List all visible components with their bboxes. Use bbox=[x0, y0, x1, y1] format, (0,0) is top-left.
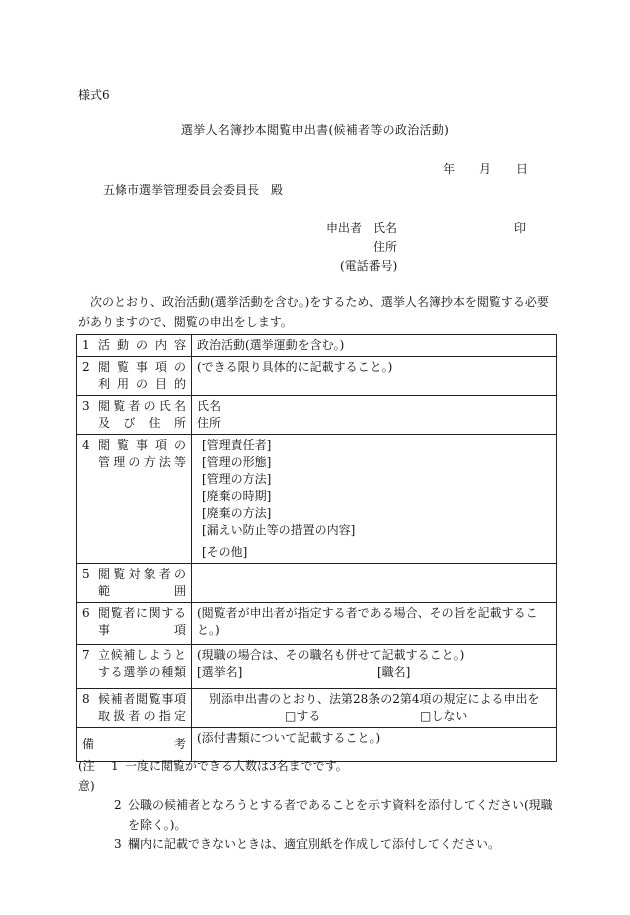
election-type-field[interactable] bbox=[192, 645, 557, 689]
row-label: 7 立候補しようと する選挙の種類 bbox=[77, 645, 192, 689]
addressee: 五條市選挙管理委員会委員長 殿 bbox=[103, 183, 284, 197]
applicant-phone-label: (電話番号) bbox=[340, 259, 398, 273]
handler-designation-field bbox=[192, 689, 557, 728]
seal-mark: 印 bbox=[514, 221, 527, 235]
table-row bbox=[77, 335, 557, 357]
handler-statement: 別添申出書のとおり、法第28条の2第4項の規定による申出を bbox=[209, 692, 540, 706]
table-row bbox=[77, 396, 557, 435]
row-label: 備 考 bbox=[77, 728, 192, 762]
notes-section bbox=[78, 757, 560, 855]
remarks-field[interactable]: (添付書類について記載すること。) bbox=[192, 728, 557, 762]
list-item: (注意) 1 一度に閲覧ができる人数は3名までです。 bbox=[78, 757, 560, 796]
table-row bbox=[77, 435, 557, 564]
checkbox-do[interactable]: □する bbox=[285, 709, 321, 723]
row-label: 1 活 動 の 内 容 bbox=[77, 335, 192, 357]
checkbox-do-not[interactable]: □しない bbox=[420, 709, 468, 723]
viewer-address-label: 住所 bbox=[197, 416, 222, 430]
election-note: (現職の場合は、その職名も併せて記載すること。) bbox=[197, 648, 465, 662]
form-number: 様式6 bbox=[78, 88, 110, 102]
table-row bbox=[77, 564, 557, 603]
table-row bbox=[77, 603, 557, 645]
table-row bbox=[77, 645, 557, 689]
application-table bbox=[76, 334, 557, 762]
list-item: [管理責任者] bbox=[202, 438, 272, 452]
row-label: 5 閲覧対象者の 範 囲 bbox=[77, 564, 192, 603]
row-label: 4 閲 覧 事 項 の 管理の方法等 bbox=[77, 435, 192, 564]
list-item: [廃棄の時期] bbox=[202, 489, 272, 503]
table-row bbox=[77, 357, 557, 396]
list-item: [その他] bbox=[202, 545, 248, 559]
position-label: [職名] bbox=[377, 665, 411, 679]
row-label: 8 候補者閲覧事項 取扱者の指定 bbox=[77, 689, 192, 728]
list-item: [管理の方法] bbox=[202, 472, 272, 486]
applicant-name-label: 氏名 bbox=[373, 221, 398, 235]
intro-paragraph: 次のとおり、政治活動(選挙活動を含む。)をするため、選挙人名簿抄本を閲覧する必要がありますので、閲覧の申出をします。 bbox=[78, 295, 549, 329]
row-label: 2 閲 覧 事 項 の 利 用 の 目 的 bbox=[77, 357, 192, 396]
row-label: 3 閲覧者の氏名 及 び 住 所 bbox=[77, 396, 192, 435]
table-row bbox=[77, 689, 557, 728]
viewer-matters-field[interactable]: (閲覧者が申出者が指定する者である場合、その旨を記載すること。) bbox=[192, 603, 557, 645]
management-method-field[interactable] bbox=[192, 435, 557, 564]
purpose-field[interactable]: (できる限り具体的に記載すること。) bbox=[192, 357, 557, 396]
document-title: 選挙人名簿抄本閲覧申出書(候補者等の政治活動) bbox=[180, 123, 450, 137]
activity-content-field[interactable]: 政治活動(選挙運動を含む。) bbox=[192, 335, 557, 357]
applicant-label: 申出者 bbox=[326, 221, 363, 235]
viewer-name-address-field[interactable] bbox=[192, 396, 557, 435]
list-item: [漏えい防止等の措置の内容] bbox=[202, 523, 356, 537]
target-scope-field[interactable] bbox=[192, 564, 557, 603]
list-item: 2 公職の候補者となろうとする者であることを示す資料を添付してください(現職を除く。)。 bbox=[114, 798, 553, 832]
applicant-address-label: 住所 bbox=[373, 240, 398, 254]
date-month: 月 bbox=[479, 162, 492, 176]
list-item: 3 欄内に記載できないときは、適宜別紙を作成して添付してください。 bbox=[114, 837, 501, 851]
date-day: 日 bbox=[516, 162, 529, 176]
list-item: [廃棄の方法] bbox=[202, 506, 272, 520]
list-item: [管理の形態] bbox=[202, 455, 272, 469]
notes-heading: (注意) bbox=[78, 759, 95, 793]
row-label: 6 閲覧者に関する 事 項 bbox=[77, 603, 192, 645]
election-name-label: [選挙名] bbox=[197, 665, 243, 679]
viewer-name-label: 氏名 bbox=[197, 399, 222, 413]
date-year: 年 bbox=[443, 162, 456, 176]
